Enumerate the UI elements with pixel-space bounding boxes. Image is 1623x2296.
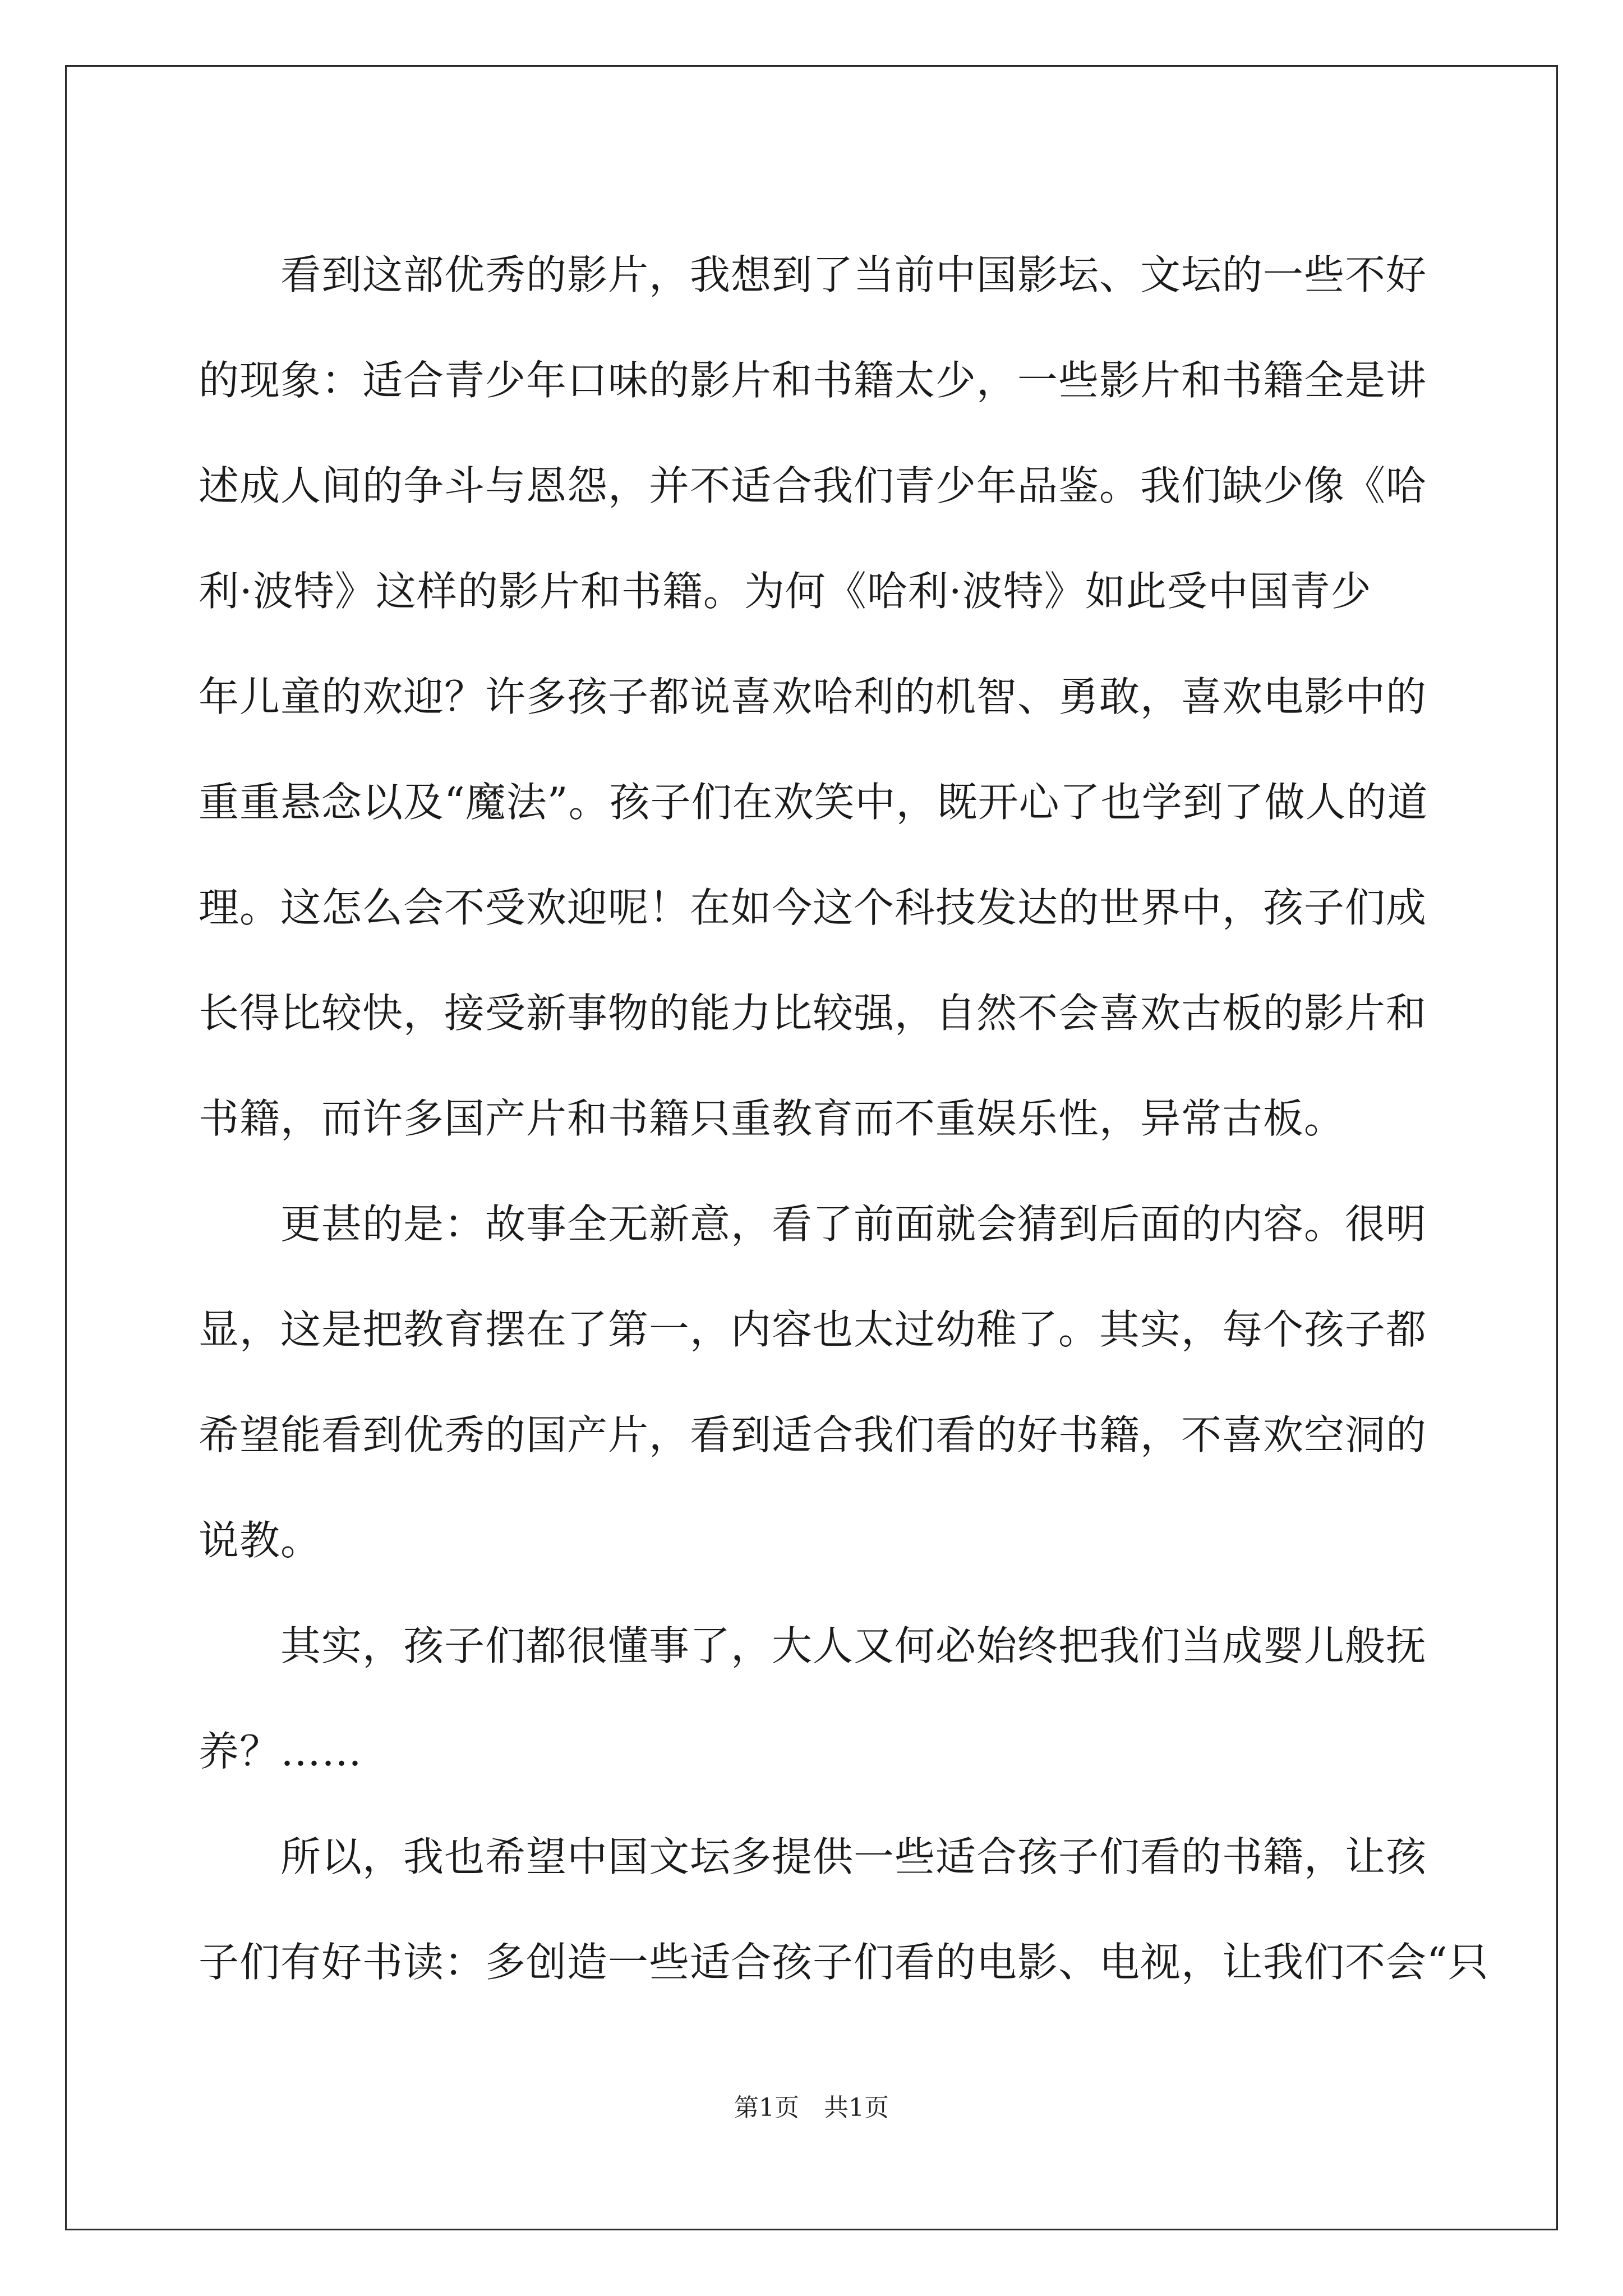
text-line: 述成人间的争斗与恩怨，并不适合我们青少年品鉴。我们缺少像《哈 <box>199 462 1427 509</box>
text-line: 利·波特》这样的影片和书籍。为何《哈利·波特》如此受中国青少 <box>199 568 1372 615</box>
text-line: 其实，孩子们都很懂事了，大人又何必始终把我们当成婴儿般抚 <box>280 1622 1427 1669</box>
text-line: 希望能看到优秀的国产片，看到适合我们看的好书籍，不喜欢空洞的 <box>199 1411 1427 1458</box>
document-body <box>199 222 1489 2015</box>
text-line: 所以，我也希望中国文坛多提供一些适合孩子们看的书籍，让孩 <box>280 1833 1427 1880</box>
text-line: 说教。 <box>199 1517 322 1564</box>
paragraph-1 <box>199 222 1427 1171</box>
text-line: 显，这是把教育摆在了第一，内容也太过幼稚了。其实，每个孩子都 <box>199 1306 1427 1353</box>
paragraph-4 <box>199 1804 1489 2015</box>
page-number-label: 第1页 共1页 <box>734 2093 889 2122</box>
text-line: 养？…… <box>199 1728 363 1775</box>
text-line: 书籍，而许多国产片和书籍只重教育而不重娱乐性，异常古板。 <box>199 1095 1345 1142</box>
text-line: 年儿童的欢迎？许多孩子都说喜欢哈利的机智、勇敢，喜欢电影中的 <box>199 673 1427 720</box>
paragraph-3 <box>199 1593 1427 1804</box>
text-line: 更甚的是：故事全无新意，看了前面就会猜到后面的内容。很明 <box>280 1200 1427 1248</box>
text-line: 理。这怎么会不受欢迎呢！在如今这个科技发达的世界中，孩子们成 <box>199 884 1427 931</box>
paragraph-2 <box>199 1171 1427 1593</box>
text-line: 看到这部优秀的影片，我想到了当前中国影坛、文坛的一些不好 <box>280 251 1427 298</box>
text-line: 重重悬念以及“魔法”。孩子们在欢笑中，既开心了也学到了做人的道 <box>199 779 1428 826</box>
text-line: 子们有好书读：多创造一些适合孩子们看的电影、电视，让我们不会“只 <box>199 1939 1489 1986</box>
text-line: 长得比较快，接受新事物的能力比较强，自然不会喜欢古板的影片和 <box>199 990 1427 1037</box>
page-footer <box>0 2091 1623 2125</box>
text-line: 的现象：适合青少年口味的影片和书籍太少，一些影片和书籍全是讲 <box>199 357 1427 404</box>
